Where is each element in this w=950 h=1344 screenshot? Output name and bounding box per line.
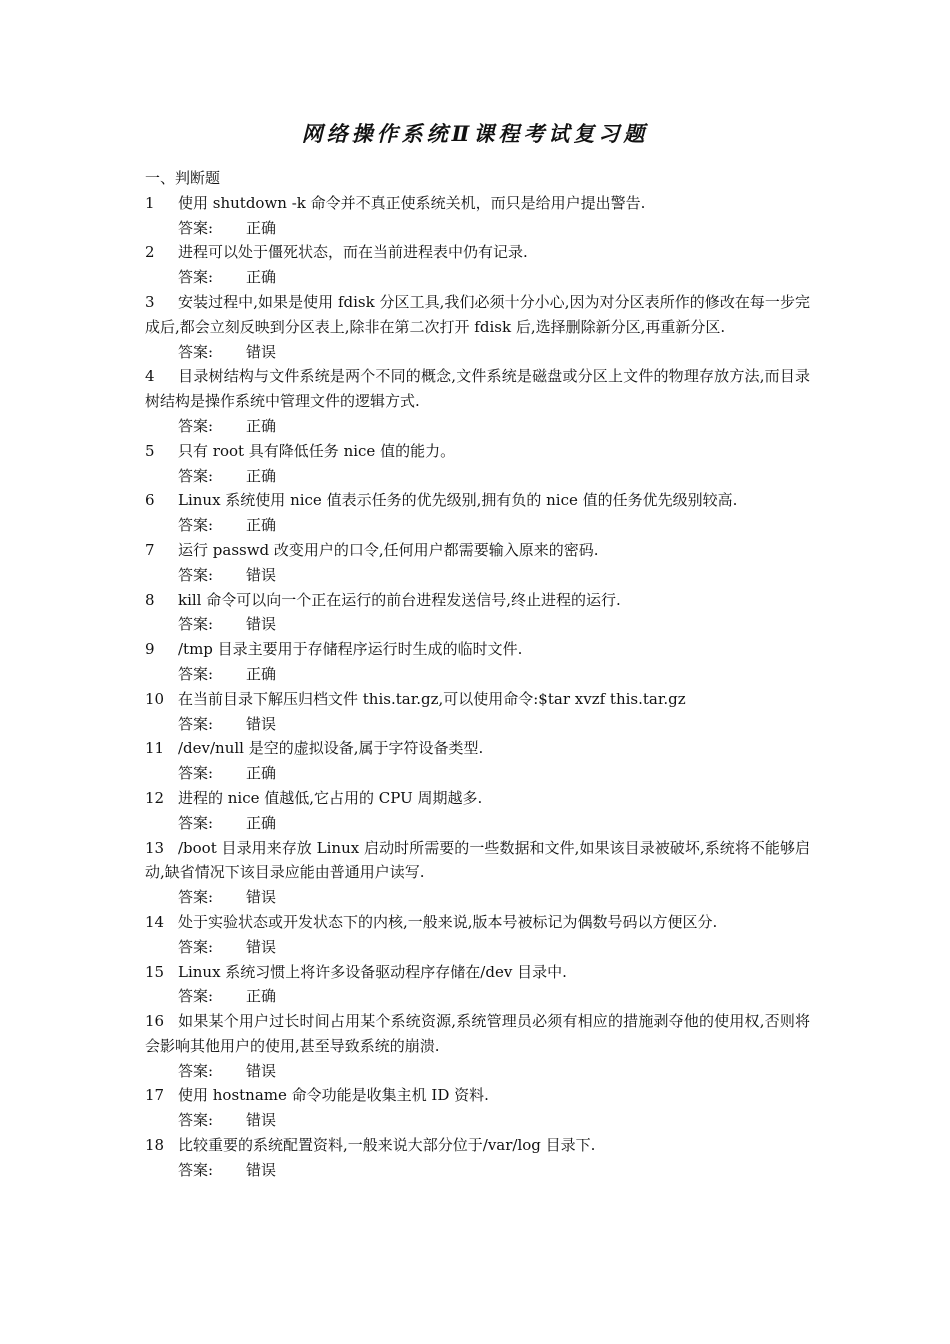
question-text: 只有 root 具有降低任务 nice 值的能力。 bbox=[178, 441, 456, 460]
question-item bbox=[145, 538, 810, 563]
answer-value: 正确 bbox=[246, 218, 277, 237]
answer-value: 错误 bbox=[246, 1111, 277, 1130]
question-item bbox=[145, 240, 810, 265]
question-item bbox=[145, 1133, 810, 1158]
answer-line bbox=[145, 513, 810, 538]
question-text: 比较重要的系统配置资料,一般来说大部分位于/var/log 目录下. bbox=[178, 1136, 596, 1155]
question-number: 8 bbox=[145, 590, 155, 609]
answer-line bbox=[145, 885, 810, 910]
answer-line bbox=[145, 1108, 810, 1133]
answer-label: 答案: bbox=[178, 516, 214, 535]
answer-line bbox=[145, 984, 810, 1009]
question-text: /tmp 目录主要用于存储程序运行时生成的临时文件. bbox=[178, 640, 523, 659]
question-number: 14 bbox=[145, 912, 165, 931]
answer-line bbox=[145, 340, 810, 365]
answer-label: 答案: bbox=[178, 1111, 214, 1130]
question-text: 进程的 nice 值越低,它占用的 CPU 周期越多. bbox=[178, 788, 483, 807]
question-number: 3 bbox=[145, 292, 155, 311]
question-text: 安装过程中,如果是使用 fdisk 分区工具,我们必须十分小心,因为对分区表所作的修改在每一步完成后,都会立刻反映到分区表上,除非在第二次打开 fdisk 后,选择删除新分区,再重新分区. bbox=[145, 292, 810, 336]
question-item bbox=[145, 191, 810, 216]
question-text: /boot 目录用来存放 Linux 启动时所需要的一些数据和文件,如果该目录被破坏,系统将不能够启动,缺省情况下该目录应能由普通用户读写. bbox=[145, 838, 810, 882]
question-number: 13 bbox=[145, 838, 165, 857]
question-item bbox=[145, 960, 810, 985]
answer-label: 答案: bbox=[178, 268, 214, 287]
section-title: 一、判断题 bbox=[145, 169, 221, 187]
answer-value: 错误 bbox=[246, 714, 277, 733]
question-text: 在当前目录下解压归档文件 this.tar.gz,可以使用命令:$tar xvzf this.tar.gz bbox=[178, 689, 686, 708]
answer-value: 错误 bbox=[246, 937, 277, 956]
question-number: 11 bbox=[145, 739, 165, 758]
answer-line bbox=[145, 464, 810, 489]
answer-line bbox=[145, 811, 810, 836]
question-number: 12 bbox=[145, 788, 165, 807]
answer-value: 错误 bbox=[246, 1160, 277, 1179]
answer-line bbox=[145, 662, 810, 687]
answer-value: 错误 bbox=[246, 615, 277, 634]
answer-label: 答案: bbox=[178, 466, 214, 485]
question-text: kill 命令可以向一个正在运行的前台进程发送信号,终止进程的运行. bbox=[178, 590, 621, 609]
answer-value: 错误 bbox=[246, 1061, 277, 1080]
answer-label: 答案: bbox=[178, 565, 214, 584]
question-text: Linux 系统使用 nice 值表示任务的优先级别,拥有负的 nice 值的任务优先级别较高. bbox=[178, 491, 738, 510]
answer-value: 正确 bbox=[246, 987, 277, 1006]
question-item bbox=[145, 910, 810, 935]
answer-value: 错误 bbox=[246, 888, 277, 907]
question-item bbox=[145, 687, 810, 712]
answer-value: 错误 bbox=[246, 565, 277, 584]
answer-label: 答案: bbox=[178, 987, 214, 1006]
answer-line bbox=[145, 1158, 810, 1183]
question-item bbox=[145, 364, 810, 414]
answer-line bbox=[145, 216, 810, 241]
answer-value: 错误 bbox=[246, 342, 277, 361]
question-text: /dev/null 是空的虚拟设备,属于字符设备类型. bbox=[178, 739, 484, 758]
question-number: 4 bbox=[145, 367, 155, 386]
question-item bbox=[145, 1009, 810, 1059]
answer-label: 答案: bbox=[178, 218, 214, 237]
answer-value: 正确 bbox=[246, 416, 277, 435]
question-item bbox=[145, 1083, 810, 1108]
answer-label: 答案: bbox=[178, 342, 214, 361]
question-text: 运行 passwd 改变用户的口令,任何用户都需要输入原来的密码. bbox=[178, 540, 599, 559]
question-text: 使用 shutdown -k 命令并不真正使系统关机，而只是给用户提出警告. bbox=[178, 193, 646, 212]
question-text: 使用 hostname 命令功能是收集主机 ID 资料. bbox=[178, 1086, 489, 1105]
question-item bbox=[145, 439, 810, 464]
answer-line bbox=[145, 712, 810, 737]
answer-line bbox=[145, 935, 810, 960]
answer-label: 答案: bbox=[178, 764, 214, 783]
answer-line bbox=[145, 563, 810, 588]
question-number: 10 bbox=[145, 689, 165, 708]
question-text: 进程可以处于僵死状态，而在当前进程表中仍有记录. bbox=[178, 243, 528, 262]
document-title: 网络操作系统Ⅱ课程考试复习题 bbox=[301, 121, 649, 146]
answer-label: 答案: bbox=[178, 714, 214, 733]
answer-value: 正确 bbox=[246, 466, 277, 485]
answer-label: 答案: bbox=[178, 1061, 214, 1080]
question-number: 15 bbox=[145, 962, 165, 981]
question-text: 如果某个用户过长时间占用某个系统资源,系统管理员必须有相应的措施剥夺他的使用权,否则将会影响其他用户的使用,甚至导致系统的崩溃. bbox=[145, 1012, 810, 1055]
question-number: 1 bbox=[145, 193, 155, 212]
answer-label: 答案: bbox=[178, 664, 214, 683]
question-item bbox=[145, 588, 810, 613]
question-number: 5 bbox=[145, 441, 155, 460]
question-number: 7 bbox=[145, 540, 155, 559]
question-text: 处于实验状态或开发状态下的内核,一般来说,版本号被标记为偶数号码以方便区分. bbox=[178, 912, 718, 931]
answer-line bbox=[145, 612, 810, 637]
answer-line bbox=[145, 265, 810, 290]
answer-label: 答案: bbox=[178, 937, 214, 956]
answer-label: 答案: bbox=[178, 416, 214, 435]
answer-label: 答案: bbox=[178, 888, 214, 907]
answer-line bbox=[145, 761, 810, 786]
answer-line bbox=[145, 414, 810, 439]
answer-value: 正确 bbox=[246, 813, 277, 832]
question-number: 9 bbox=[145, 640, 155, 659]
questions-container bbox=[145, 191, 810, 1183]
question-number: 2 bbox=[145, 243, 155, 262]
answer-value: 正确 bbox=[246, 268, 277, 287]
answer-line bbox=[145, 1059, 810, 1084]
question-number: 17 bbox=[145, 1086, 165, 1105]
question-list bbox=[145, 166, 810, 1183]
question-item bbox=[145, 736, 810, 761]
question-text: Linux 系统习惯上将许多设备驱动程序存储在/dev 目录中. bbox=[178, 962, 567, 981]
question-number: 18 bbox=[145, 1136, 165, 1155]
question-text: 目录树结构与文件系统是两个不同的概念,文件系统是磁盘或分区上文件的物理存放方法,而目录树结构是操作系统中管理文件的逻辑方式. bbox=[145, 367, 810, 411]
answer-value: 正确 bbox=[246, 516, 277, 535]
question-number: 6 bbox=[145, 491, 155, 510]
answer-label: 答案: bbox=[178, 813, 214, 832]
question-item bbox=[145, 786, 810, 811]
question-item bbox=[145, 488, 810, 513]
question-item bbox=[145, 290, 810, 340]
question-item bbox=[145, 836, 810, 886]
answer-label: 答案: bbox=[178, 615, 214, 634]
answer-value: 正确 bbox=[246, 764, 277, 783]
answer-value: 正确 bbox=[246, 664, 277, 683]
answer-label: 答案: bbox=[178, 1160, 214, 1179]
question-number: 16 bbox=[145, 1012, 165, 1031]
question-item bbox=[145, 637, 810, 662]
